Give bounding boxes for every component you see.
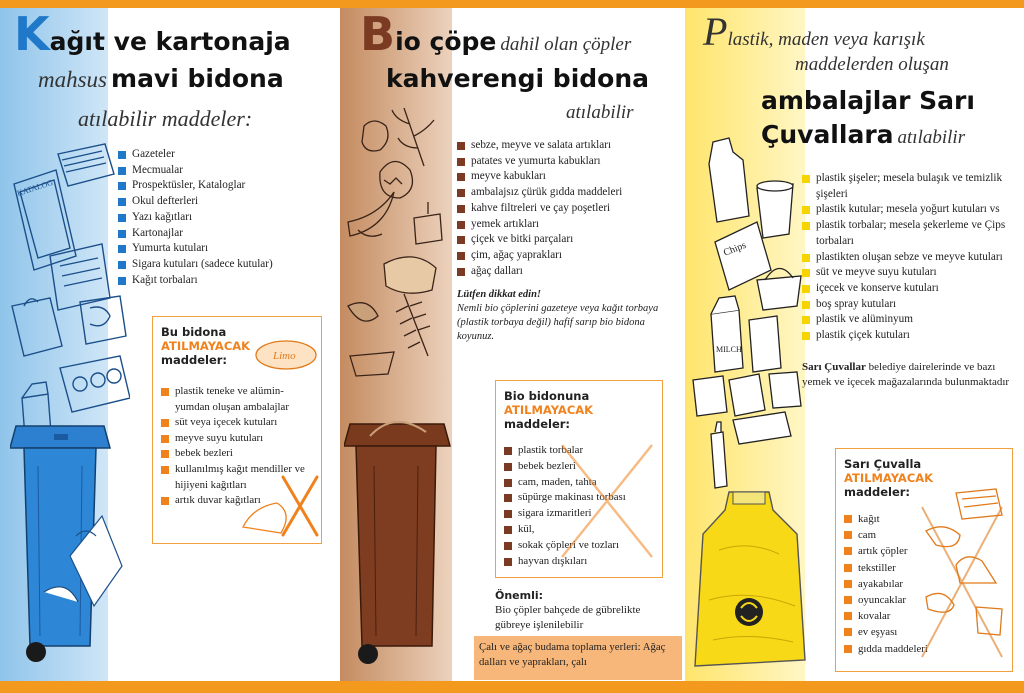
list-item: Mecmualar [118,163,333,179]
crossed-items-icon [213,467,321,541]
milk-box-icon [711,296,743,372]
list-item: sebze, meyve ve salata artıkları [457,138,683,154]
list-item: ev eşyası [844,624,944,640]
paper-column [0,8,340,681]
list-item: plastik çiçek kutuları [802,328,1022,344]
title-big-letter: K [14,8,50,61]
list-item: yemek artıkları [457,217,683,233]
paper-title [14,8,340,61]
list-item: plastik şişeler; mesela bulaşık ve temizlik şişeleri [802,171,1022,202]
brown-bin-icon [344,422,450,664]
svg-text:Chips: Chips [722,239,748,259]
egg-carton-icon [60,356,130,412]
bag-icon [12,298,62,356]
plastic-not-allowed-box: Sarı Çuvalla ATILMAYACAK maddeler: kağıt cam artık çöpler tekstiller ayakabılar oyuncaklar kovalar ev eşyası gıdda maddeleri [835,448,1013,672]
list-item: sokak çöpleri ve tozları [504,538,654,554]
fish-bone-icon [396,294,430,356]
list-item: ambalajsız çürük gıdda maddeleri [457,185,683,201]
list-item: artık çöpler [844,543,944,559]
katalog-label: KATALOG [15,177,54,198]
limo-can-icon [253,335,319,375]
svg-text:MILCH: MILCH [716,345,742,354]
list-item: plastik ve alüminyum [802,312,1022,328]
list-item: kül, [504,522,654,538]
list-item: plastikten oluşan sebze ve meyve kutuları [802,250,1022,266]
top-orange-bar [0,0,1024,8]
plastic-illustrations [689,130,809,680]
plastic-allowed-list [802,171,1022,344]
list-item: plastik torbalar [504,443,654,459]
list-item: Okul defterleri [118,194,333,210]
bio-important: Önemli: Bio çöpler bahçede de gübrelikte gübreye işlenilebilir [495,589,641,631]
bio-illustrations [344,106,454,666]
list-item: çiçek ve bitki parçaları [457,232,683,248]
plastic-title-line2: maddelerden oluşan [795,54,949,75]
bowl-icon [350,352,394,376]
list-item: plastik torbalar; mesela şekerleme ve Çips torbaları [802,218,1022,249]
list-item: ayakabılar [844,576,944,592]
yogurt-cup-icon [757,181,793,238]
list-item: boş spray kutuları [802,297,1022,313]
paper-title-line3: atılabilir maddeler: [78,106,253,131]
list-item: Kağıt torbaları [118,273,333,289]
list-item: çim, ağaç yaprakları [457,248,683,264]
list-item: Sigara kutuları (sadece kutular) [118,257,333,273]
list-item: tekstiller [844,560,944,576]
title-line1: ağıt ve kartonaja [49,27,291,56]
cans-icon [693,372,801,416]
notebook-icon [50,244,110,310]
leaf-branch-icon [392,108,434,166]
bio-title-line3: atılabilir [566,102,634,123]
list-item: Gazeteler [118,147,333,163]
plastic-title-line4: Çuvallara atılabilir [761,120,966,149]
list-item: Yumurta kutuları [118,241,333,257]
paper-illustrations [10,136,130,666]
list-item: cam [844,527,944,543]
list-item: süt veya içecek kutuları [161,415,311,431]
list-item: kahve filtreleri ve çay poşetleri [457,201,683,217]
list-item: sigara izmaritleri [504,506,654,522]
basket-icon [757,268,801,310]
list-item: oyuncaklar [844,592,944,608]
plastic-title: Plastik, maden veya karışık [703,9,925,54]
tea-bag-icon [414,202,442,244]
bottom-orange-bar [0,681,1024,693]
plastic-not-items-icon [916,487,1010,669]
list-item: meyve kabukları [457,169,683,185]
bio-title-line2: kahverengi bidona [386,64,650,93]
list-item: bebek bezleri [504,459,654,475]
list-item: süt ve meyve suyu kutuları [802,265,1022,281]
list-item: kullanılmış kağıt mendiller ve hijiyeni kağıtları [161,462,311,493]
svg-text:Limo: Limo [273,350,296,362]
foil-icon [733,412,791,444]
list-item: Prospektüsler, Kataloglar [118,178,333,194]
paper-not-allowed-box: Bu bidona ATILMAYACAK maddeler: plastik teneke ve alümin-yumdan oluşan ambalajlar süt veya içecek kutuları meyve suyu kutuları bebek bezleri kullanılmış kağıt mendiller ve hijiyeni kağıtları artık duvar kağıtları Limo [152,316,322,544]
list-item: Yazı kağıtları [118,210,333,226]
list-item: meyve suyu kutuları [161,431,311,447]
bio-allowed-list [457,138,683,279]
spray-can-icon [711,422,727,488]
egg-shell-icon [380,161,413,198]
list-item: patates ve yumurta kabukları [457,154,683,170]
juice-carton-icon [749,316,781,372]
detergent-bottle-icon [709,138,749,222]
list-item: ağaç dalları [457,264,683,280]
yellow-sack-icon [695,492,805,666]
list-item: plastik kutular; mesela yoğurt kutuları vs [802,202,1022,218]
list-item: içecek ve konserve kutuları [802,281,1022,297]
paper-allowed-list [118,147,333,288]
bio-column [340,8,685,681]
banana-peel-icon [348,192,394,236]
bio-cross-icon [556,425,660,565]
list-item: kağıt [844,511,944,527]
bio-note: Lütfen dikkat edin! Nemli bio çöplerini gazeteye veya kağıt torbaya (plastik torbaya değil) hafif sarıp bio bidona koyunuz. [457,289,659,342]
list-item: hayvan dışkıları [504,554,654,570]
bio-title: Bio çöpe dahil olan çöpler [360,8,632,61]
plastic-column [685,8,1024,681]
leaf-icon [348,303,378,321]
paper-title-line2: mahsus mavi bidona [38,64,284,93]
list-item: cam, maden, tahta [504,475,654,491]
list-item: Kartonajlar [118,226,333,242]
list-item: süpürge makinası torbası [504,490,654,506]
apple-core-icon [362,121,388,151]
list-item: gıdda maddeleri [844,641,944,657]
bio-not-allowed-box: Bio bidonuna ATILMAYACAK maddeler: plastik torbalar bebek bezleri cam, maden, tahta süpürge makinası torbası sigara izmaritleri kül, sokak çöpleri ve tozları hayvan dışkıları [495,380,663,578]
bio-collection-points: Çalı ve ağaç budama toplama yerleri: Ağaç dalları ve yaprakları, çalı [474,636,682,680]
plastic-title-line3: ambalajlar Sarı [761,86,975,115]
list-item: kovalar [844,608,944,624]
list-item: bebek bezleri [161,446,311,462]
plastic-sack-info: Sarı Çuvallar belediye dairelerinde ve bazı yemek ve içecek mağazalarında bulunmaktadır [802,361,1010,388]
magazine-icon [58,144,114,186]
list-item: artık duvar kağıtları [161,493,311,509]
bread-icon [384,257,436,293]
list-item: plastik teneke ve alümin-yumdan oluşan ambalajlar [161,384,311,415]
